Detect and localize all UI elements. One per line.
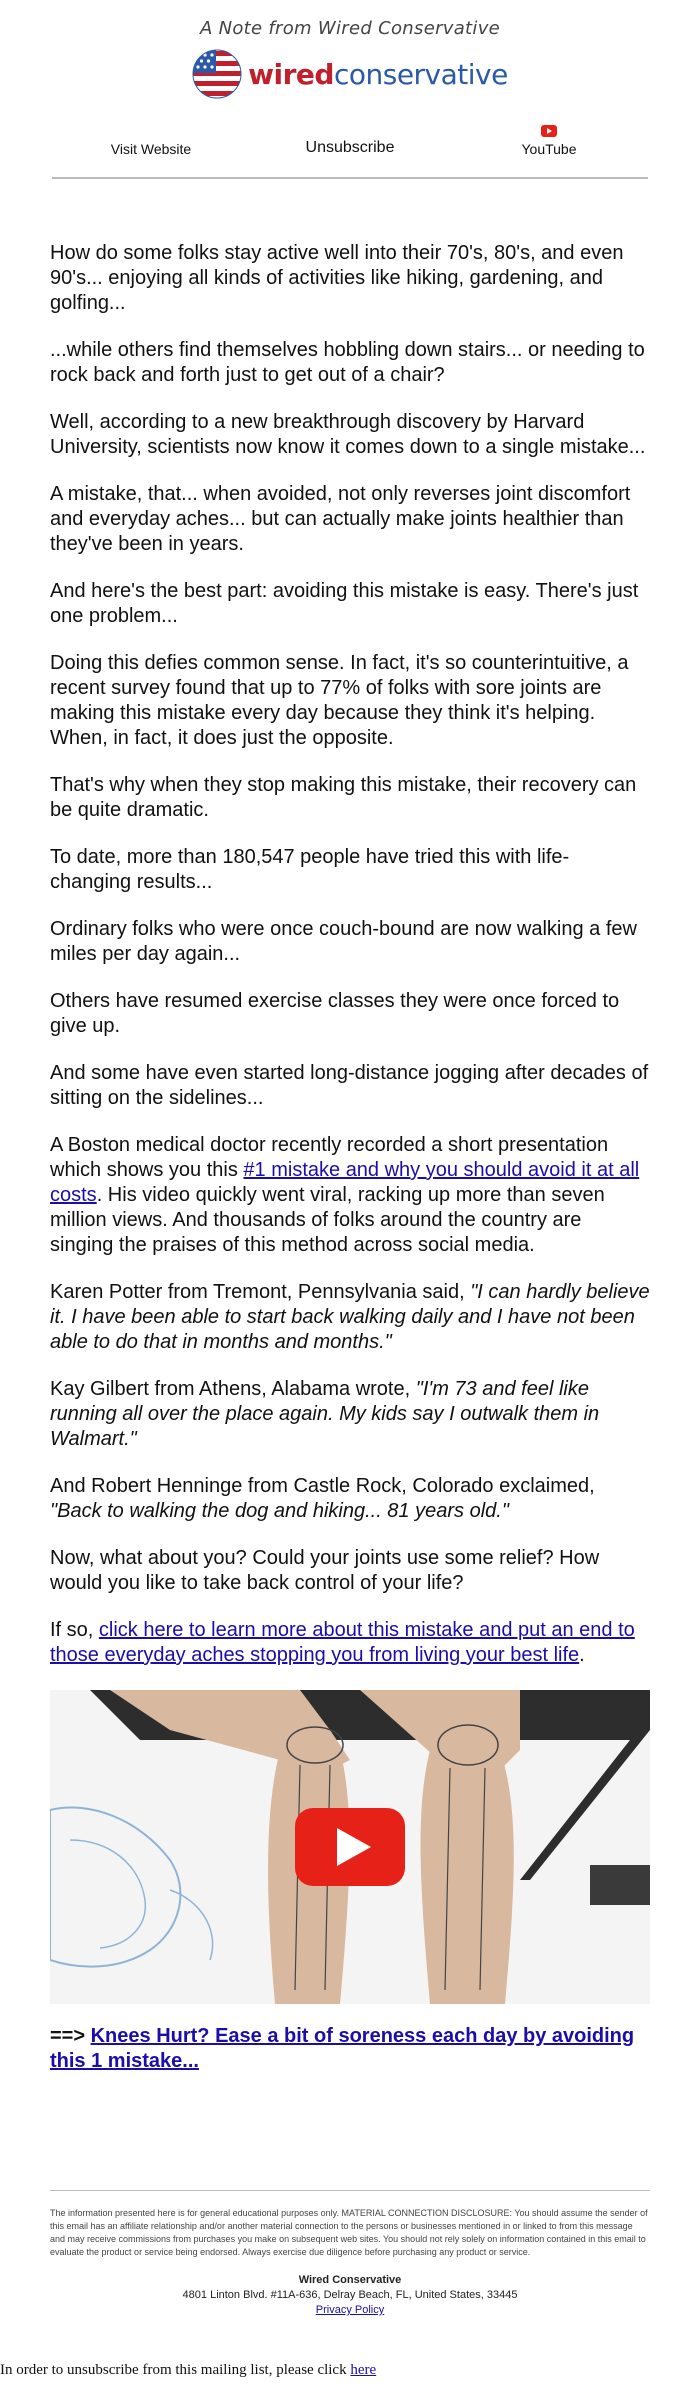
company-name: Wired Conservative [298, 2274, 402, 2286]
company-address: 4801 Linton Blvd. #11A-636, Delray Beach, FL, United States, 33445 [182, 2289, 518, 2301]
text: If so, [50, 1619, 99, 1641]
mistake-link[interactable]: #1 mistake and why you should avoid it at all costs [50, 1159, 640, 1206]
unsubscribe-here-link[interactable]: here [350, 2362, 377, 2378]
testimonial [50, 1377, 650, 1452]
unsubscribe-link[interactable]: Unsubscribe [305, 139, 395, 156]
tagline: A Note from Wired Conservative [199, 18, 501, 39]
youtube-link[interactable] [450, 125, 648, 157]
paragraph: Doing this defies common sense. In fact, it's so counterintuitive, a recent survey found that up to 77% of folks with sore joints are making this mistake every day because they think it's helping. When, in fact, it does just the opposite. [50, 652, 629, 749]
testimonial [50, 1474, 650, 1524]
visit-website-link[interactable]: Visit Website [110, 141, 192, 157]
text: Karen Potter from Tremont, Pennsylvania said, [50, 1281, 471, 1303]
text: A Boston medical doctor recently recorded a short presentation which shows you this [50, 1134, 609, 1181]
text: Kay Gilbert from Athens, Alabama wrote, [50, 1378, 416, 1400]
cta-arrow: ==> [50, 2025, 91, 2047]
brand-logo[interactable] [0, 49, 700, 99]
quote: "Back to walking the dog and hiking... 81 years old." [50, 1500, 509, 1522]
email-header [0, 0, 700, 99]
learn-more-link[interactable]: click here to learn more about this mistake and put an end to those everyday aches stopping you from living your best life [50, 1619, 635, 1666]
header-nav [52, 125, 648, 179]
paragraph: A mistake, that... when avoided, not only reverses joint discomfort and everyday aches... but can actually make joints healthier than they've been in years. [50, 483, 631, 555]
paragraph: And some have even started long-distance jogging after decades of sitting on the sidelines... [50, 1062, 649, 1109]
unsubscribe-notice [0, 2362, 376, 2379]
privacy-policy-link[interactable]: Privacy Policy [315, 2304, 385, 2316]
paragraph: Now, what about you? Could your joints use some relief? How would you like to take back control of your life? [50, 1547, 600, 1594]
paragraph [50, 1618, 650, 1668]
play-button-icon[interactable] [295, 1808, 405, 1886]
paragraph [50, 1133, 650, 1258]
paragraph: How do some folks stay active well into their 70's, 80's, and even 90's... enjoying all kinds of activities like hiking, gardening, and golfing... [50, 242, 624, 314]
text: And Robert Henninge from Castle Rock, Colorado exclaimed, [50, 1475, 595, 1497]
unsubscribe-text: In order to unsubscribe from this mailing list, please click [0, 2362, 351, 2378]
paragraph: That's why when they stop making this mistake, their recovery can be quite dramatic. [50, 774, 637, 821]
youtube-label: YouTube [521, 141, 577, 157]
youtube-icon [541, 125, 557, 137]
email-body [0, 241, 700, 2074]
testimonial [50, 1280, 650, 1355]
paragraph: ...while others find themselves hobbling down stairs... or needing to rock back and forth just to get out of a chair? [50, 339, 645, 386]
paragraph: To date, more than 180,547 people have tried this with life-changing results... [50, 846, 570, 893]
cta [50, 2024, 650, 2074]
quote: "I'm 73 and feel like running all over the place again. My kids say I outwalk them in Walmart." [50, 1378, 600, 1450]
paragraph: Ordinary folks who were once couch-bound are now walking a few miles per day again... [50, 918, 637, 965]
paragraph: Others have resumed exercise classes they were once forced to give up. [50, 990, 620, 1037]
paragraph: Well, according to a new breakthrough discovery by Harvard University, scientists now know it comes down to a single mistake... [50, 411, 646, 458]
email-footer [50, 2190, 650, 2318]
flag-globe-logo-icon [192, 49, 242, 99]
cta-link[interactable]: Knees Hurt? Ease a bit of soreness each day by avoiding this 1 mistake... [50, 2025, 635, 2072]
text: . His video quickly went viral, racking up more than seven million views. And thousands of folks around the country are singing the praises of this method across social media. [50, 1184, 605, 1256]
text: . [579, 1644, 585, 1666]
logo-wordmark [248, 58, 508, 91]
company-info [50, 2273, 650, 2318]
logo-word-conservative: conservative [333, 57, 508, 91]
logo-word-wired: wired [248, 57, 334, 91]
disclosure-text: The information presented here is for general educational purposes only. MATERIAL CONNECTION DISCLOSURE: You should assume the sender of this email has an affiliate relationship and/or another material connection to the persons or businesses mentioned in or linked to from this message and may receive commissions from purchases you make on subsequent web sites. You should not rely solely on information contained in this email to evaluate the product or service being endorsed. Always exercise due diligence before purchasing any product or service. [50, 2208, 648, 2257]
paragraph: And here's the best part: avoiding this mistake is easy. There's just one problem... [50, 580, 639, 627]
quote: "I can hardly believe it. I have been able to start back walking daily and I have not been able to do that in months and months." [50, 1281, 650, 1353]
video-thumbnail[interactable] [50, 1690, 650, 2004]
